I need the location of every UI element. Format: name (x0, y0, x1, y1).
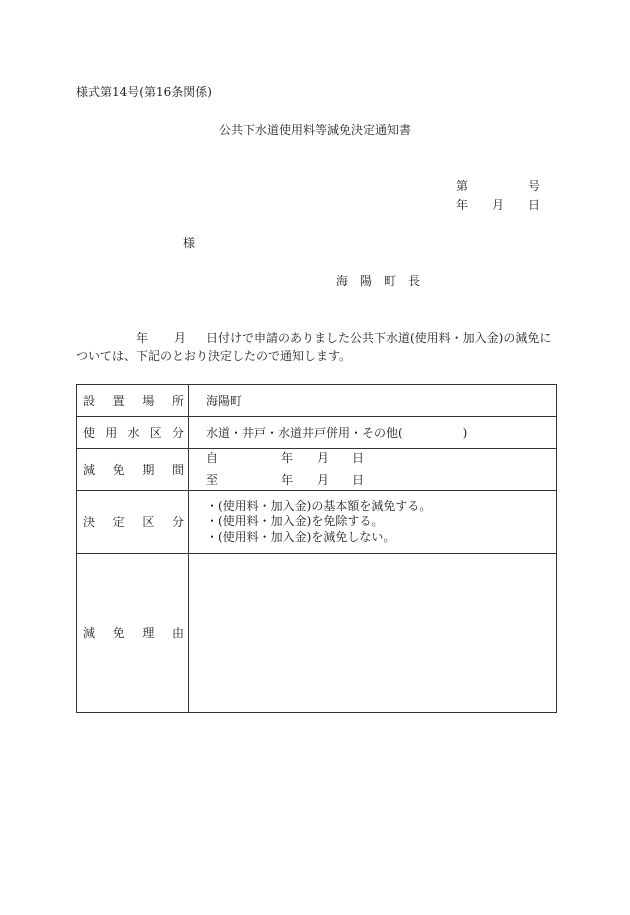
issue-number-prefix: 第 (456, 179, 469, 193)
period-to-line (189, 473, 556, 487)
spread-char: 海 (336, 274, 349, 288)
spread-char: 置 (112, 393, 125, 408)
row-period (77, 449, 556, 491)
decision-option-reduce-base: ・(使用料・加入金)の基本額を減免する。 (206, 498, 432, 513)
issuer-name (336, 274, 420, 288)
decision-options (189, 491, 556, 553)
period-to-month: 月 (317, 473, 330, 487)
notice-month: 月 (174, 331, 187, 345)
period-value (189, 449, 556, 490)
spread-char: 免 (112, 462, 125, 477)
spread-char: 水 (127, 425, 140, 440)
spread-char: 区 (142, 515, 155, 529)
decision-table (76, 384, 557, 713)
spread-char: 陽 (359, 274, 372, 288)
reason-value (189, 554, 556, 712)
period-from-line (189, 451, 556, 465)
decision-label-cell (77, 491, 189, 553)
spread-char: 決 (83, 515, 96, 529)
location-label (83, 394, 184, 408)
notice-line2: ついては、下記のとおり決定したので通知します。 (76, 349, 352, 363)
reason-label-cell (77, 554, 189, 712)
decision-label (83, 515, 184, 529)
addressee-honorific: 様 (183, 236, 196, 250)
period-to-year: 年 (281, 473, 294, 487)
period-to-day: 日 (352, 473, 365, 487)
row-location (77, 385, 556, 417)
reason-label (83, 626, 184, 640)
form-number: 様式第14号(第16条関係) (76, 85, 212, 99)
spread-char: 分 (171, 425, 184, 440)
spread-char: 使 (83, 425, 96, 440)
issue-date-year: 年 (456, 198, 469, 212)
spread-char: 長 (407, 274, 420, 288)
spread-char: 分 (171, 515, 184, 529)
spread-char: 減 (83, 462, 96, 477)
spread-char: 設 (83, 393, 96, 408)
period-from-year: 年 (281, 451, 294, 465)
location-value: 海陽町 (206, 393, 243, 408)
row-decision (77, 491, 556, 554)
period-label-cell (77, 449, 189, 490)
location-label-cell (77, 385, 189, 416)
notice-year: 年 (136, 331, 149, 345)
spread-char: 期 (142, 462, 155, 477)
decision-option-exempt: ・(使用料・加入金)を免除する。 (206, 514, 384, 529)
water-type-label-cell (77, 417, 189, 448)
spread-char: 減 (83, 626, 96, 640)
water-type-value: 水道・井戸・水道井戸併用・その他( ) (206, 425, 468, 440)
spread-char: 免 (112, 626, 125, 640)
period-to: 至 (206, 473, 219, 487)
spread-char: 区 (149, 425, 162, 440)
issue-number-suffix: 号 (528, 179, 541, 193)
period-from: 自 (206, 451, 219, 465)
period-from-month: 月 (317, 451, 330, 465)
spread-char: 所 (171, 393, 184, 408)
period-label (83, 463, 184, 477)
row-reason (77, 554, 556, 712)
spread-char: 由 (171, 626, 184, 640)
spread-char: 用 (105, 425, 118, 440)
spread-char: 定 (112, 515, 125, 529)
issue-date-day: 日 (528, 198, 541, 212)
spread-char: 理 (142, 626, 155, 640)
spread-char: 場 (142, 393, 155, 408)
period-from-day: 日 (352, 451, 365, 465)
spread-char: 町 (383, 274, 396, 288)
spread-char: 間 (171, 462, 184, 477)
document-title: 公共下水道使用料等減免決定通知書 (218, 123, 411, 137)
issue-date-month: 月 (492, 198, 505, 212)
water-type-label (83, 426, 184, 440)
decision-option-no-reduction: ・(使用料・加入金)を減免しない。 (206, 529, 396, 544)
notice-line1: 日付けで申請のありました公共下水道(使用料・加入金)の減免に (206, 331, 552, 345)
row-water-type (77, 417, 556, 449)
